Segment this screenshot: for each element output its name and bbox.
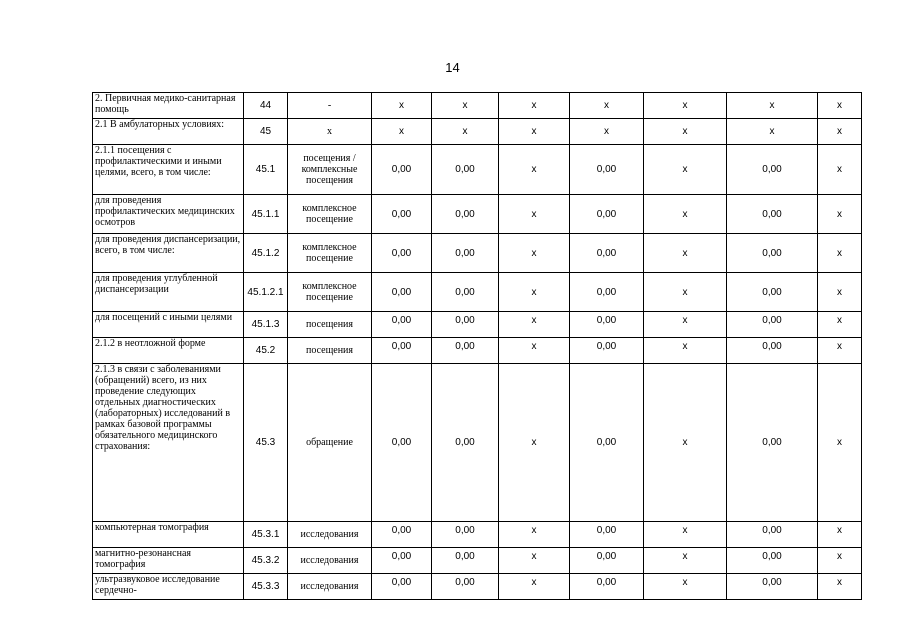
value-cell: 0,00 — [727, 145, 818, 195]
value-cell: x — [727, 93, 818, 119]
value-cell: 0,00 — [432, 522, 499, 548]
value-cell: x — [499, 574, 570, 600]
row-code-cell: 45.1.2.1 — [244, 273, 288, 312]
value-cell: 0,00 — [372, 338, 432, 364]
value-cell: x — [818, 548, 862, 574]
value-cell: 0,00 — [432, 145, 499, 195]
row-unit-cell: исследования — [288, 548, 372, 574]
value-cell: x — [644, 195, 727, 234]
row-code-cell: 45.2 — [244, 338, 288, 364]
value-cell: 0,00 — [372, 312, 432, 338]
row-code-cell: 45.1 — [244, 145, 288, 195]
value-cell: 0,00 — [372, 195, 432, 234]
value-cell: x — [570, 119, 644, 145]
table-row — [93, 312, 862, 338]
row-unit-cell: комплексное посещение — [288, 273, 372, 312]
value-cell: x — [499, 312, 570, 338]
table-row — [93, 195, 862, 234]
value-cell: x — [818, 522, 862, 548]
value-cell: 0,00 — [432, 548, 499, 574]
value-cell: x — [644, 312, 727, 338]
row-name-cell: 2.1.2 в неотложной форме — [93, 338, 244, 364]
row-name-cell: магнитно-резонансная томография — [93, 548, 244, 574]
row-code-cell: 45.1.1 — [244, 195, 288, 234]
value-cell: 0,00 — [570, 312, 644, 338]
value-cell: 0,00 — [570, 548, 644, 574]
value-cell: x — [499, 522, 570, 548]
row-unit-cell: обращение — [288, 364, 372, 522]
value-cell: x — [818, 273, 862, 312]
row-name-cell: 2.1.1 посещения с профилактическими и иными целями, всего, в том числе: — [93, 145, 244, 195]
value-cell: x — [499, 338, 570, 364]
row-name-cell: для проведения углубленной диспансеризации — [93, 273, 244, 312]
row-name-cell: для проведения профилактических медицинских осмотров — [93, 195, 244, 234]
value-cell: x — [818, 312, 862, 338]
row-name-cell: 2.1 В амбулаторных условиях: — [93, 119, 244, 145]
value-cell: 0,00 — [727, 234, 818, 273]
value-cell: 0,00 — [570, 145, 644, 195]
value-cell: x — [818, 338, 862, 364]
table-row — [93, 574, 862, 600]
value-cell: x — [727, 119, 818, 145]
row-unit-cell: x — [288, 119, 372, 145]
value-cell: 0,00 — [570, 574, 644, 600]
value-cell: x — [570, 93, 644, 119]
row-unit-cell: посещения — [288, 312, 372, 338]
row-name-cell: для посещений с иными целями — [93, 312, 244, 338]
value-cell: 0,00 — [372, 522, 432, 548]
value-cell: 0,00 — [570, 195, 644, 234]
value-cell: 0,00 — [372, 145, 432, 195]
table-row — [93, 93, 862, 119]
row-name-cell: ультразвуковое исследование сердечно- — [93, 574, 244, 600]
row-code-cell: 45.3 — [244, 364, 288, 522]
table-row — [93, 522, 862, 548]
value-cell: x — [432, 119, 499, 145]
value-cell: 0,00 — [727, 574, 818, 600]
value-cell: x — [432, 93, 499, 119]
table-row — [93, 145, 862, 195]
value-cell: x — [644, 93, 727, 119]
value-cell: 0,00 — [432, 364, 499, 522]
value-cell: x — [644, 522, 727, 548]
value-cell: 0,00 — [570, 273, 644, 312]
value-cell: 0,00 — [727, 273, 818, 312]
value-cell: 0,00 — [727, 195, 818, 234]
row-unit-cell: комплексное посещение — [288, 195, 372, 234]
row-name-cell: компьютерная томография — [93, 522, 244, 548]
value-cell: x — [372, 119, 432, 145]
value-cell: 0,00 — [372, 234, 432, 273]
financing-table — [92, 92, 862, 600]
row-unit-cell: посещения / комплексные посещения — [288, 145, 372, 195]
value-cell: x — [818, 119, 862, 145]
row-code-cell: 44 — [244, 93, 288, 119]
value-cell: x — [818, 364, 862, 522]
row-code-cell: 45.3.3 — [244, 574, 288, 600]
row-code-cell: 45.3.1 — [244, 522, 288, 548]
table-row — [93, 338, 862, 364]
value-cell: x — [372, 93, 432, 119]
value-cell: x — [818, 574, 862, 600]
value-cell: x — [644, 145, 727, 195]
table-row — [93, 364, 862, 522]
row-name-cell: 2. Первичная медико-санитарная помощь — [93, 93, 244, 119]
row-name-cell: 2.1.3 в связи с заболеваниями (обращений) всего, из них проведение следующих отдельных диагностических (лабораторных) исследований в рамках базовой программы обязательного медицинского страхования: — [93, 364, 244, 522]
value-cell: x — [499, 234, 570, 273]
value-cell: x — [499, 195, 570, 234]
value-cell: x — [644, 574, 727, 600]
table-row — [93, 273, 862, 312]
value-cell: 0,00 — [727, 522, 818, 548]
value-cell: x — [499, 145, 570, 195]
table-row — [93, 548, 862, 574]
value-cell: x — [644, 234, 727, 273]
row-unit-cell: - — [288, 93, 372, 119]
row-code-cell: 45.3.2 — [244, 548, 288, 574]
value-cell: x — [499, 93, 570, 119]
value-cell: 0,00 — [727, 364, 818, 522]
row-unit-cell: исследования — [288, 574, 372, 600]
value-cell: 0,00 — [372, 273, 432, 312]
row-unit-cell: исследования — [288, 522, 372, 548]
row-name-cell: для проведения диспансеризации, всего, в том числе: — [93, 234, 244, 273]
page-number: 14 — [445, 60, 460, 75]
value-cell: 0,00 — [372, 574, 432, 600]
value-cell: x — [818, 93, 862, 119]
table-row — [93, 119, 862, 145]
value-cell: x — [644, 119, 727, 145]
value-cell: 0,00 — [372, 548, 432, 574]
value-cell: 0,00 — [432, 338, 499, 364]
value-cell: 0,00 — [570, 364, 644, 522]
row-unit-cell: посещения — [288, 338, 372, 364]
value-cell: 0,00 — [570, 522, 644, 548]
row-unit-cell: комплексное посещение — [288, 234, 372, 273]
row-code-cell: 45.1.3 — [244, 312, 288, 338]
value-cell: 0,00 — [432, 234, 499, 273]
value-cell: 0,00 — [570, 338, 644, 364]
value-cell: x — [644, 364, 727, 522]
row-code-cell: 45.1.2 — [244, 234, 288, 273]
value-cell: 0,00 — [727, 548, 818, 574]
value-cell: 0,00 — [432, 312, 499, 338]
value-cell: x — [644, 273, 727, 312]
value-cell: 0,00 — [727, 338, 818, 364]
value-cell: x — [818, 145, 862, 195]
value-cell: x — [499, 119, 570, 145]
value-cell: 0,00 — [372, 364, 432, 522]
value-cell: 0,00 — [432, 273, 499, 312]
row-code-cell: 45 — [244, 119, 288, 145]
table-row — [93, 234, 862, 273]
value-cell: 0,00 — [570, 234, 644, 273]
value-cell: x — [644, 548, 727, 574]
value-cell: x — [499, 548, 570, 574]
value-cell: x — [499, 273, 570, 312]
value-cell: x — [499, 364, 570, 522]
value-cell: x — [818, 195, 862, 234]
value-cell: x — [818, 234, 862, 273]
value-cell: 0,00 — [432, 574, 499, 600]
value-cell: 0,00 — [727, 312, 818, 338]
value-cell: x — [644, 338, 727, 364]
value-cell: 0,00 — [432, 195, 499, 234]
